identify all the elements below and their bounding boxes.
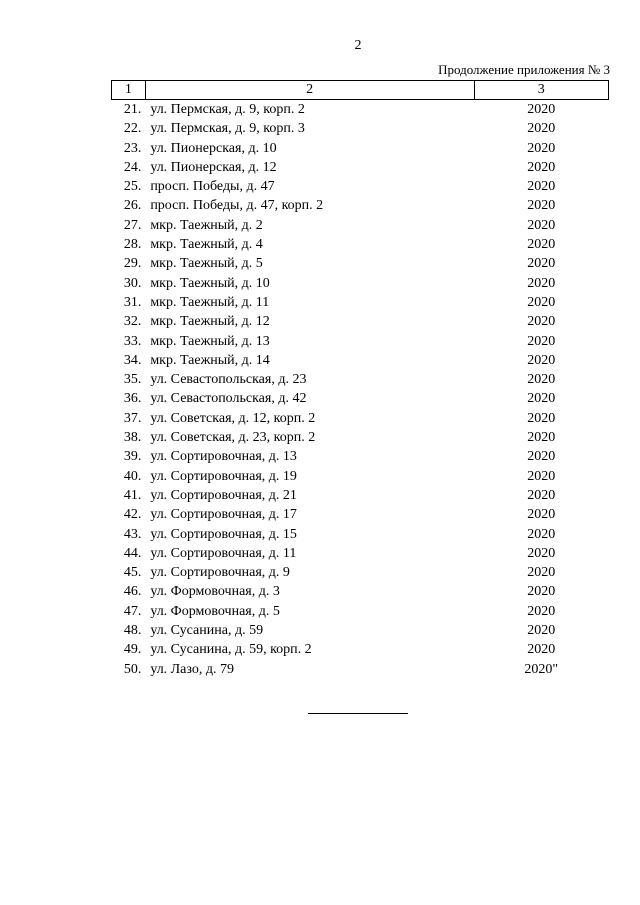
- row-number: 38.: [123, 430, 142, 446]
- row-number: 39.: [123, 449, 142, 465]
- row-number: 25.: [123, 179, 142, 195]
- row-number: 22.: [123, 121, 142, 137]
- row-year: 2020: [527, 584, 556, 600]
- end-divider: [308, 713, 408, 714]
- row-year: 2020: [527, 102, 556, 117]
- row-address: ул. Формовочная, д. 3: [150, 584, 280, 600]
- table-row: [112, 216, 609, 235]
- table-row: [112, 312, 609, 331]
- row-number: 34.: [123, 352, 142, 368]
- table-row: [112, 602, 609, 621]
- row-number: 21.: [123, 102, 142, 117]
- table-row: [112, 332, 609, 351]
- table-row: [112, 119, 609, 138]
- row-address: ул. Сусанина, д. 59, корп. 2: [150, 642, 312, 658]
- row-year: 2020: [527, 468, 556, 484]
- row-year: 2020: [527, 545, 556, 561]
- row-address: ул. Пермская, д. 9, корп. 3: [150, 121, 305, 137]
- row-address: просп. Победы, д. 47: [150, 179, 275, 195]
- table-row: [112, 351, 609, 370]
- row-number: 27.: [123, 217, 142, 233]
- table-row: [112, 139, 609, 158]
- table-body: [112, 100, 609, 679]
- table-row: [112, 467, 609, 486]
- column-header-3: 3: [474, 81, 608, 100]
- table-row: [112, 100, 609, 120]
- row-year: 2020: [527, 294, 556, 310]
- row-number: 41.: [123, 487, 142, 503]
- row-year: 2020: [527, 507, 556, 523]
- row-number: 23.: [123, 140, 142, 156]
- table-row: [112, 505, 609, 524]
- table-row: [112, 563, 609, 582]
- row-year: 2020: [527, 623, 556, 639]
- row-address: ул. Пионерская, д. 12: [150, 159, 277, 175]
- row-year: 2020: [527, 372, 556, 388]
- table-row: [112, 293, 609, 312]
- page-number: 2: [354, 38, 362, 53]
- row-year: 2020: [527, 198, 556, 214]
- row-year: 2020: [527, 140, 556, 156]
- row-address: ул. Советская, д. 23, корп. 2: [150, 430, 316, 446]
- row-year: 2020: [527, 352, 556, 368]
- row-address: мкр. Таежный, д. 13: [150, 333, 270, 349]
- row-address: просп. Победы, д. 47, корп. 2: [150, 198, 324, 214]
- row-number: 48.: [123, 623, 142, 639]
- row-address: мкр. Таежный, д. 2: [150, 217, 263, 233]
- row-number: 49.: [123, 642, 142, 658]
- table-row: [112, 486, 609, 505]
- row-number: 43.: [123, 526, 142, 542]
- table-row: [112, 158, 609, 177]
- row-year: 2020: [527, 275, 556, 291]
- row-year: 2020: [527, 333, 556, 349]
- table-row: [112, 447, 609, 466]
- row-number: 28.: [123, 237, 142, 253]
- table-row: [112, 196, 609, 215]
- table-row: [112, 582, 609, 601]
- row-year: 2020: [527, 487, 556, 503]
- row-number: 44.: [123, 545, 142, 561]
- row-address: ул. Сортировочная, д. 15: [150, 526, 297, 542]
- row-address: мкр. Таежный, д. 5: [150, 256, 263, 272]
- row-number: 47.: [123, 603, 142, 619]
- row-address: мкр. Таежный, д. 12: [150, 314, 270, 330]
- row-number: 33.: [123, 333, 142, 349]
- row-address: ул. Пионерская, д. 10: [150, 140, 277, 156]
- row-number: 31.: [123, 294, 142, 310]
- row-address: мкр. Таежный, д. 11: [150, 294, 270, 310]
- table-row: [112, 525, 609, 544]
- row-number: 35.: [123, 372, 142, 388]
- table-row: [112, 640, 609, 659]
- row-number: 29.: [123, 256, 142, 272]
- row-address: ул. Сортировочная, д. 21: [150, 487, 297, 503]
- continuation-label: Продолжение приложения № 3: [438, 62, 610, 77]
- row-address: ул. Сортировочная, д. 11: [150, 545, 297, 561]
- table-row: [112, 660, 609, 679]
- row-number: 42.: [123, 507, 142, 523]
- row-address: мкр. Таежный, д. 14: [150, 352, 270, 368]
- column-header-2: 2: [145, 81, 474, 100]
- row-address: ул. Советская, д. 12, корп. 2: [150, 410, 316, 426]
- row-number: 50.: [123, 661, 142, 677]
- column-header-1: 1: [112, 81, 146, 100]
- row-number: 37.: [123, 410, 142, 426]
- row-number: 30.: [123, 275, 142, 291]
- row-year: 2020: [527, 159, 556, 175]
- row-year: 2020: [527, 565, 556, 581]
- row-number: 45.: [123, 565, 142, 581]
- table-row: [112, 621, 609, 640]
- table-header-row: [112, 81, 609, 100]
- row-address: ул. Сортировочная, д. 19: [150, 468, 297, 484]
- row-year: 2020": [524, 661, 559, 677]
- row-year: 2020: [527, 179, 556, 195]
- row-number: 26.: [123, 198, 142, 214]
- row-year: 2020: [527, 217, 556, 233]
- table-row: [112, 544, 609, 563]
- appendix-table: [111, 80, 609, 679]
- row-number: 36.: [123, 391, 142, 407]
- row-number: 32.: [123, 314, 142, 330]
- row-year: 2020: [527, 121, 556, 137]
- row-year: 2020: [527, 642, 556, 658]
- row-address: мкр. Таежный, д. 4: [150, 237, 263, 253]
- row-number: 24.: [123, 159, 142, 175]
- row-address: ул. Формовочная, д. 5: [150, 603, 280, 619]
- row-year: 2020: [527, 449, 556, 465]
- row-address: ул. Севастопольская, д. 42: [150, 391, 307, 407]
- row-year: 2020: [527, 314, 556, 330]
- table-row: [112, 274, 609, 293]
- table-row: [112, 409, 609, 428]
- row-year: 2020: [527, 603, 556, 619]
- row-year: 2020: [527, 430, 556, 446]
- table-row: [112, 235, 609, 254]
- table-row: [112, 254, 609, 273]
- table-row: [112, 370, 609, 389]
- row-address: ул. Севастопольская, д. 23: [150, 372, 307, 388]
- row-address: мкр. Таежный, д. 10: [150, 275, 270, 291]
- row-address: ул. Лазо, д. 79: [150, 661, 234, 677]
- row-address: ул. Сусанина, д. 59: [150, 623, 264, 639]
- row-address: ул. Сортировочная, д. 9: [150, 565, 290, 581]
- table-row: [112, 428, 609, 447]
- table-row: [112, 389, 609, 408]
- row-year: 2020: [527, 526, 556, 542]
- row-address: ул. Сортировочная, д. 17: [150, 507, 297, 523]
- row-address: ул. Сортировочная, д. 13: [150, 449, 297, 465]
- row-year: 2020: [527, 256, 556, 272]
- row-year: 2020: [527, 410, 556, 426]
- row-year: 2020: [527, 391, 556, 407]
- row-address: ул. Пермская, д. 9, корп. 2: [150, 102, 305, 117]
- row-number: 46.: [123, 584, 142, 600]
- table-row: [112, 177, 609, 196]
- row-year: 2020: [527, 237, 556, 253]
- row-number: 40.: [123, 468, 142, 484]
